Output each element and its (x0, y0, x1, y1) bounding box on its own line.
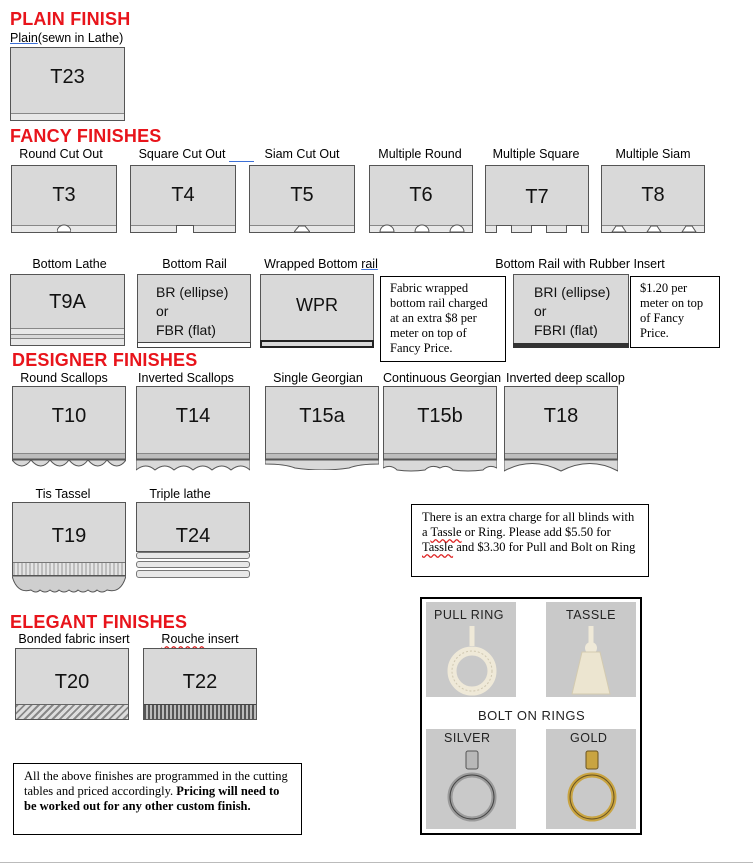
swatch-rail (384, 453, 496, 459)
swatch-code: T14 (175, 405, 211, 427)
designer-finishes-heading: DESIGNER FINISHES (12, 350, 198, 370)
label-t15a: Single Georgian (273, 371, 363, 385)
tassle-label: TASSLE (566, 608, 617, 622)
tassel-note-text: and $3.30 for Pull and Bolt on Ring (453, 540, 636, 554)
swatch-t24 (136, 502, 250, 552)
swatch-code: T20 (54, 671, 90, 693)
label-t7: Multiple Square (492, 147, 580, 161)
swatch-code: T15b (417, 405, 463, 427)
swatch-code: T24 (175, 525, 211, 547)
label-t10: Round Scallops (20, 371, 108, 385)
square-cutout-shape (566, 225, 582, 233)
label-t15b: Continuous Georgian (383, 371, 502, 385)
tassel-note-text: or Ring. Please add $5.50 for (461, 525, 611, 539)
label-t3: Round Cut Out (19, 147, 103, 161)
label-t5: Siam Cut Out (264, 147, 340, 161)
bri-text (514, 275, 628, 340)
swatch-t9a (10, 274, 125, 346)
round-scallops-shape (12, 460, 126, 470)
tassel-note-word: Tassle (430, 525, 462, 539)
plain-word: Plain (10, 31, 38, 45)
swatch-code: T19 (51, 525, 87, 547)
swatch-t8 (601, 165, 705, 233)
multiple-round-shape (378, 224, 466, 232)
tassle-photo (546, 602, 636, 697)
tassel-note-word: Tassle (422, 540, 454, 554)
label-br: Bottom Rail (162, 257, 227, 271)
round-cutout-shape (57, 224, 71, 232)
swatch-t18 (504, 386, 618, 460)
br-text (138, 275, 250, 340)
inverted-deep-scallop-shape (504, 460, 618, 472)
footer-note-bold: Pricing will need to be worked out for any other custom finish. (24, 784, 280, 813)
swatch-t15a (265, 386, 379, 460)
swatch-base (11, 338, 124, 345)
rouche-strip (144, 704, 256, 719)
tassel-charge-note (411, 504, 649, 577)
swatch-rail (505, 453, 617, 459)
swatch-code: T10 (51, 405, 87, 427)
br-line2: or (156, 303, 169, 319)
label-t22 (150, 632, 250, 646)
swatch-code: T8 (641, 184, 665, 206)
square-cutout-shape (496, 225, 512, 233)
bottom-rail-bar (137, 342, 251, 348)
continuous-georgian-shape (383, 460, 497, 472)
pull-ring-label: PULL RING (434, 608, 505, 622)
bri-price-note: $1.20 per meter on top of Fancy Price. (630, 276, 720, 348)
rubber-insert-rail (513, 343, 629, 348)
lathe-2 (136, 561, 250, 568)
single-georgian-shape (265, 460, 379, 470)
elegant-finishes-heading: ELEGANT FINISHES (10, 612, 188, 632)
swatch-rail (13, 453, 125, 459)
label-bri: Bottom Rail with Rubber Insert (495, 257, 665, 271)
label-t8: Multiple Siam (615, 147, 691, 161)
swatch-t7 (485, 165, 589, 233)
bri-line1: BRI (ellipse) (534, 284, 611, 300)
page-bottom-edge (0, 862, 753, 863)
silver-ring-icon (444, 749, 500, 827)
swatch-rail (266, 453, 378, 459)
tassle-icon (568, 626, 614, 696)
swatch-t20 (15, 648, 129, 720)
swatch-code: WPR (296, 295, 338, 315)
plain-subtitle (10, 31, 123, 45)
silver-ring-photo (426, 729, 516, 829)
wrapped-rail-bar (260, 340, 374, 348)
swatch-code: T15a (299, 405, 345, 427)
swatch-br (137, 274, 251, 348)
silver-label: SILVER (444, 731, 491, 745)
underline-divider (229, 161, 254, 162)
multiple-siam-shape (610, 224, 698, 232)
swatch-code: T6 (409, 184, 433, 206)
swatch-code: T18 (543, 405, 579, 427)
swatch-t14 (136, 386, 250, 460)
swatch-rail (137, 453, 249, 459)
lathe-strip (11, 328, 124, 335)
label-t22-a: Rouche (161, 632, 205, 646)
tassel-note-text: There is an extra charge for all blinds with a (422, 510, 635, 539)
footer-note-text: All the above finishes are programmed in the cutting tables and priced accordingly. (24, 769, 288, 798)
lathe-1 (136, 552, 250, 559)
wpr-price-note: Fabric wrapped bottom rail charged at an extra $8 per meter on top of Fancy Price. (380, 276, 506, 362)
br-line1: BR (ellipse) (156, 284, 229, 300)
bri-line3: FBRI (flat) (534, 322, 598, 338)
swatch-t22 (143, 648, 257, 720)
label-t19: Tis Tassel (35, 487, 91, 501)
square-cutout-shape (531, 225, 547, 233)
label-t22-b: insert (204, 632, 239, 646)
pull-ring-photo (426, 602, 516, 697)
swatch-code: T5 (290, 184, 314, 206)
swatch-t23 (10, 47, 125, 121)
label-wpr-b: rail (361, 257, 378, 271)
swatch-code: T9A (49, 291, 86, 313)
swatch-t10 (12, 386, 126, 460)
swatch-code: T23 (50, 66, 85, 88)
swatch-code: T7 (525, 186, 549, 208)
tassel-fringe (13, 562, 125, 575)
plain-rest: (sewn in Lathe) (37, 31, 124, 45)
swatch-t5 (249, 165, 355, 233)
footer-note (13, 763, 302, 835)
siam-cutout-shape (294, 224, 310, 232)
label-t14: Inverted Scallops (138, 371, 234, 385)
label-t20: Bonded fabric insert (18, 632, 130, 646)
swatch-t15b (383, 386, 497, 460)
bri-line2: or (534, 303, 547, 319)
bolt-on-rings-label: BOLT ON RINGS (478, 708, 586, 723)
br-line3: FBR (flat) (156, 322, 216, 338)
swatch-t19 (12, 502, 126, 576)
swatch-t6 (369, 165, 473, 233)
swatch-code: T4 (171, 184, 195, 206)
lathe-3 (136, 570, 250, 578)
accessories-panel (420, 597, 642, 835)
square-cutout-shape (176, 225, 194, 233)
swatch-code: T3 (52, 184, 76, 206)
bonded-fabric-strip (16, 704, 128, 719)
label-t6: Multiple Round (378, 147, 462, 161)
plain-finish-heading: PLAIN FINISH (10, 9, 131, 29)
label-t18: Inverted deep scallop (506, 371, 625, 385)
gold-ring-photo (546, 729, 636, 829)
swatch-t3 (11, 165, 117, 233)
inverted-scallops-shape (136, 460, 250, 472)
pull-ring-icon (444, 626, 500, 696)
label-t24: Triple lathe (149, 487, 211, 501)
swatch-bri (513, 274, 629, 348)
swatch-base (11, 113, 124, 120)
swatch-code: T22 (182, 671, 218, 693)
gold-label: GOLD (570, 731, 608, 745)
swatch-t4 (130, 165, 236, 233)
label-t4: Square Cut Out (138, 147, 226, 161)
tassel-bobbles-shape (12, 576, 126, 594)
label-wpr (260, 257, 382, 271)
label-wpr-a: Wrapped Bottom (264, 257, 362, 271)
label-t9a: Bottom Lathe (32, 257, 107, 271)
swatch-wpr (260, 274, 374, 348)
fancy-finishes-heading: FANCY FINISHES (10, 126, 162, 146)
gold-ring-icon (564, 749, 620, 827)
